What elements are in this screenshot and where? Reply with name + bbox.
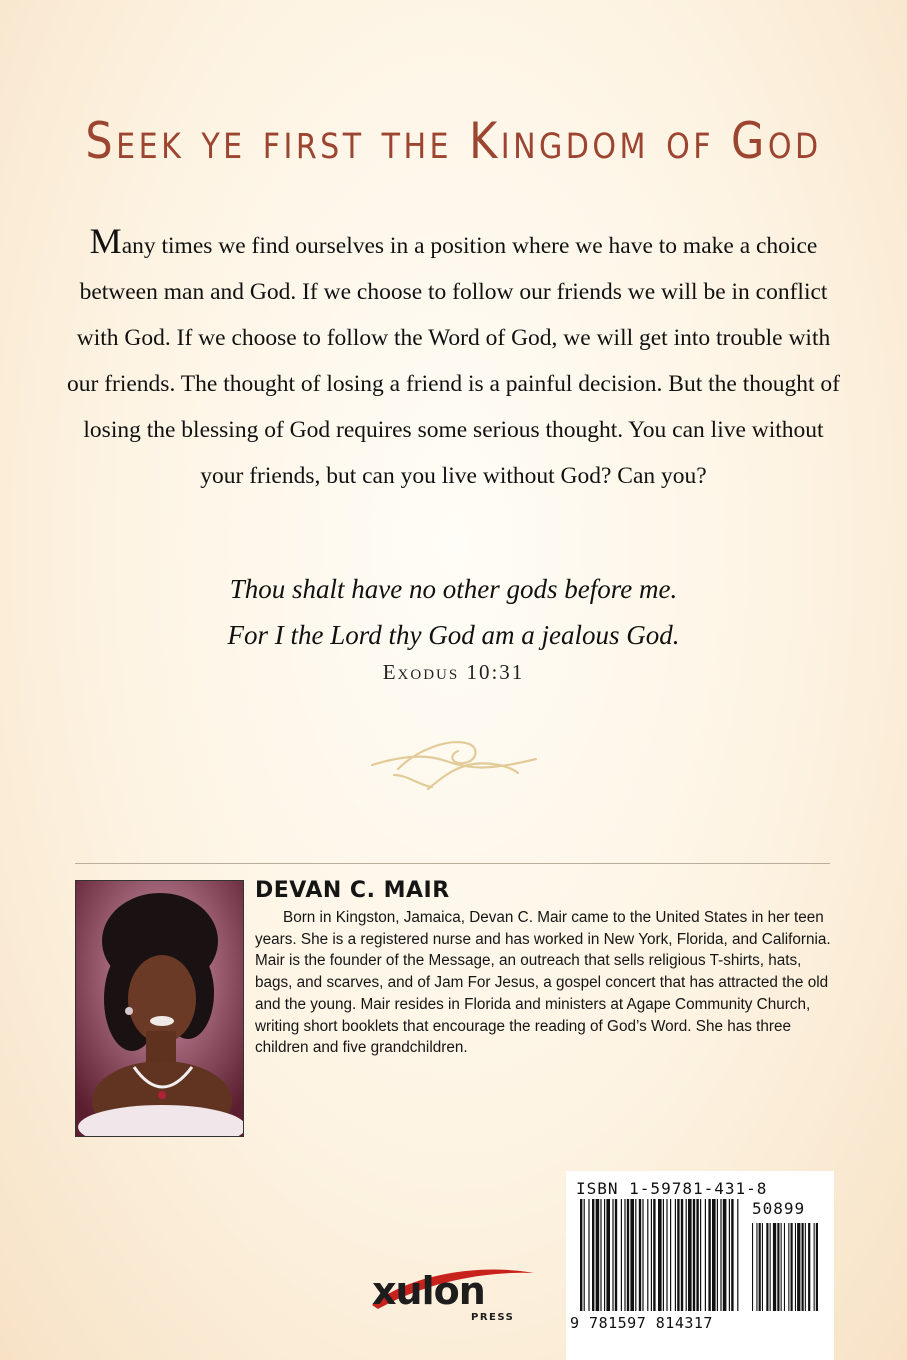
barcode-bar xyxy=(606,1199,610,1311)
barcode-bar xyxy=(717,1199,718,1311)
barcode-bar xyxy=(630,1199,634,1311)
barcode-bar xyxy=(584,1199,585,1311)
barcode-bar xyxy=(635,1199,636,1311)
barcode-addon-bar xyxy=(791,1223,793,1311)
barcode-bar xyxy=(653,1199,655,1311)
barcode-bar xyxy=(647,1199,648,1311)
barcode-bar xyxy=(670,1199,671,1311)
barcode-bar xyxy=(729,1199,730,1311)
barcode-bar xyxy=(621,1199,622,1311)
barcode-addon-bar xyxy=(766,1223,768,1311)
barcode-panel xyxy=(566,1171,834,1360)
barcode-bar xyxy=(612,1199,613,1311)
barcode-bar xyxy=(600,1199,601,1311)
barcode-bar xyxy=(651,1199,652,1311)
scripture-line-1: Thou shalt have no other gods before me. xyxy=(229,574,678,604)
scripture-reference: Exodus 10:31 xyxy=(382,660,525,684)
barcode-bar xyxy=(639,1199,641,1311)
barcode-bar xyxy=(705,1199,706,1311)
author-photo xyxy=(75,880,244,1137)
barcode-bar xyxy=(663,1199,664,1311)
barcode-addon-bar xyxy=(784,1223,785,1311)
barcode-addon-bar xyxy=(814,1223,815,1311)
barcode-addon-bar xyxy=(762,1223,763,1311)
barcode-bar xyxy=(666,1199,667,1311)
barcode-addon-bar xyxy=(777,1223,779,1311)
scripture-quote xyxy=(0,566,907,658)
author-bio: Born in Kingston, Jamaica, Devan C. Mair came to the United States in her teen years. She is a registered nurse and has worked in New York, Florida, and California. Mair is the founder of the Message, an outreach that sells religious T-shirts, hats, bags, and scarves, and of Jam For Jesus, a gospel concert that has attracted the old and the young. Mair resides in Florida and ministers at Agape Community Church, writing short booklets that encourage the reading of God’s Word. She has three children and five grandchildren. xyxy=(255,909,831,1057)
barcode-addon-bar xyxy=(816,1223,818,1311)
barcode-bar xyxy=(696,1199,698,1311)
barcode-addon-bar xyxy=(805,1223,806,1311)
barcode-bar xyxy=(677,1199,679,1311)
barcode-bar xyxy=(688,1199,692,1311)
barcode-bar xyxy=(708,1199,710,1311)
barcode-bar xyxy=(592,1199,594,1311)
barcode-addon-bar xyxy=(759,1223,761,1311)
barcode-bar xyxy=(675,1199,676,1311)
barcode-bar xyxy=(615,1199,617,1311)
section-divider xyxy=(75,863,830,864)
barcode-bar xyxy=(580,1199,582,1311)
isbn-label: ISBN 1-59781-431-8 xyxy=(576,1179,768,1198)
barcode-addon-bar xyxy=(808,1223,810,1311)
scripture-line-2: For I the Lord thy God am a jealous God. xyxy=(227,620,680,650)
barcode-bars xyxy=(580,1199,820,1317)
publisher-logo-press: PRESS xyxy=(471,1312,515,1323)
flourish-ornament-icon xyxy=(368,735,540,795)
publisher-logo xyxy=(368,1265,538,1327)
price-code: 50899 xyxy=(752,1199,806,1218)
barcode-addon-bar xyxy=(756,1223,757,1311)
barcode-bar xyxy=(712,1199,716,1311)
cover-title: Seek ye first the Kingdom of God xyxy=(85,112,822,170)
barcode-bar xyxy=(681,1199,683,1311)
barcode-bar xyxy=(731,1199,733,1311)
barcode-bar xyxy=(627,1199,629,1311)
barcode-bar xyxy=(737,1199,738,1311)
barcode-addon-bar xyxy=(773,1223,776,1311)
barcode-addon-bar xyxy=(795,1223,796,1311)
barcode-bar xyxy=(624,1199,625,1311)
barcode-bar xyxy=(720,1199,721,1311)
barcode-bar xyxy=(604,1199,605,1311)
publisher-logo-wordmark: xulon xyxy=(372,1269,485,1313)
barcode-addon-bar xyxy=(770,1223,771,1311)
barcode-bar xyxy=(596,1199,600,1311)
barcode-bar xyxy=(642,1199,643,1311)
barcode-addon-bar xyxy=(752,1223,753,1311)
barcode-addon-bar xyxy=(797,1223,800,1311)
barcode-bar xyxy=(658,1199,662,1311)
ean-number: 9 781597 814317 xyxy=(570,1314,713,1332)
barcode-addon-bar xyxy=(781,1223,782,1311)
barcode-bar xyxy=(693,1199,695,1311)
barcode-bar xyxy=(686,1199,687,1311)
author-name: DEVAN C. MAIR xyxy=(255,878,450,903)
barcode-addon-bar xyxy=(802,1223,804,1311)
back-cover-blurb: Many times we find ourselves in a position where we have to make a choice between man and God. If we choose to follow our friends we will be in conflict with God. If we choose to follow the Word of God, we will get into trouble with our friends. The thought of losing a friend is a painful decision. But the thought of losing the blessing of God requires some serious thought. You can live without your friends, but can you live without God? Can you? xyxy=(67,221,840,489)
barcode-bar xyxy=(588,1199,589,1311)
barcode-bar xyxy=(723,1199,727,1311)
barcode-addon-bar xyxy=(788,1223,789,1311)
barcode-bar xyxy=(700,1199,701,1311)
